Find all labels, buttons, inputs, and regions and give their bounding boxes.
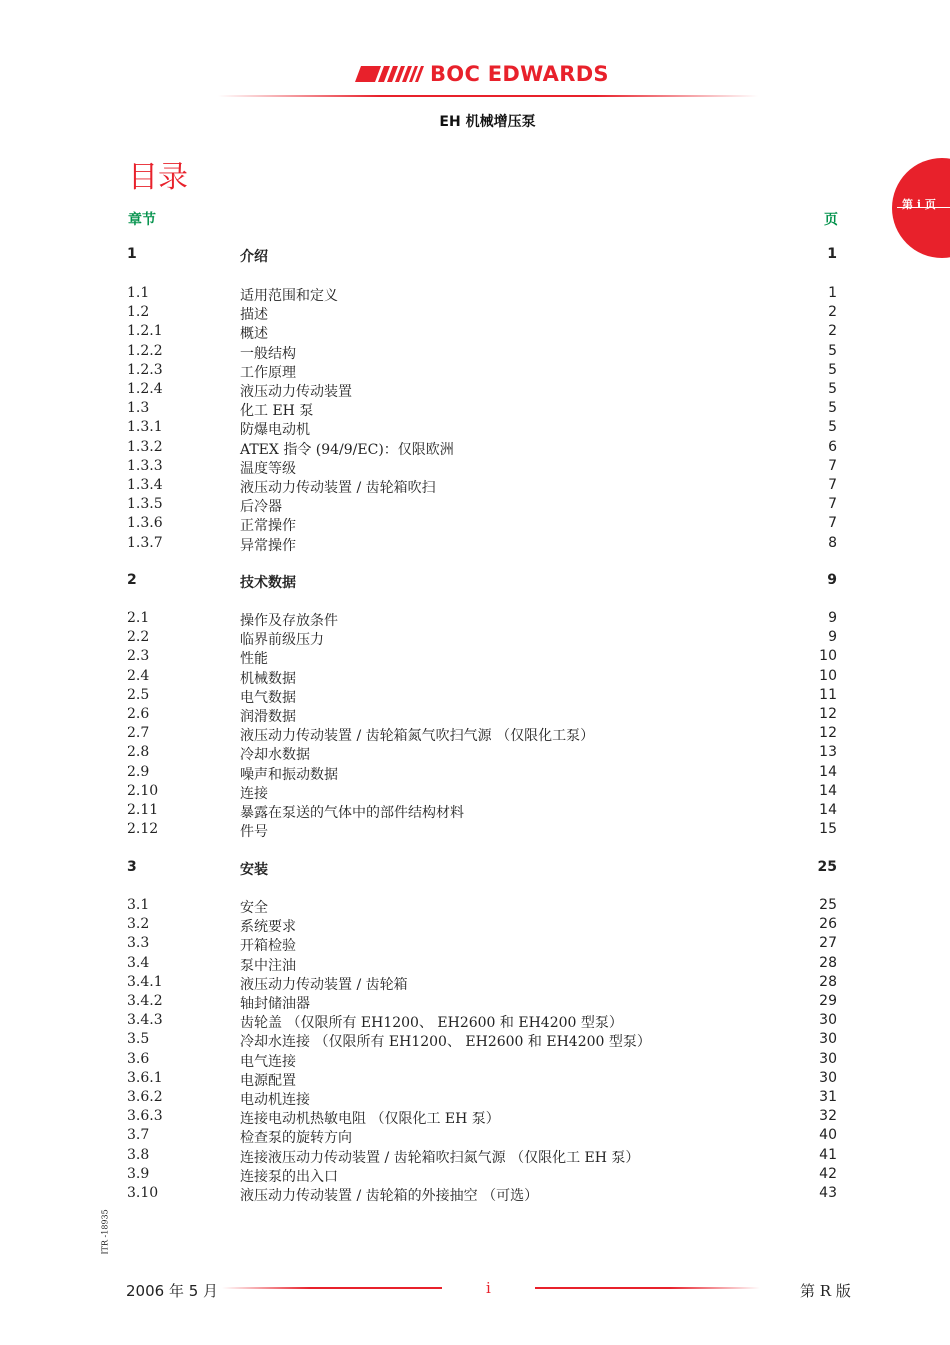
toc-heading: 目录 xyxy=(128,160,188,195)
toc-entry-title: 电气连接 xyxy=(240,1053,296,1070)
toc-entry-num: 3.4 xyxy=(127,954,150,971)
toc-row[interactable] xyxy=(0,381,950,400)
toc-entry-title: 系统要求 xyxy=(240,919,296,936)
toc-entry-page: 30 xyxy=(819,1050,837,1067)
toc-entry-page: 32 xyxy=(819,1108,837,1125)
logo-text: BOC EDWARDS xyxy=(430,62,609,86)
toc-entry-num: 1.3.6 xyxy=(127,515,163,532)
toc-entry-page: 40 xyxy=(819,1127,837,1144)
toc-entry-num: 2.10 xyxy=(127,782,159,799)
toc-entry-title: 泵中注油 xyxy=(240,957,296,974)
toc-entry-title: 后冷器 xyxy=(240,499,282,516)
toc-entry-title: 介绍 xyxy=(240,249,268,265)
toc-entry-num: 1.2.2 xyxy=(127,342,163,359)
toc-row[interactable] xyxy=(0,285,950,304)
toc-row[interactable] xyxy=(0,535,950,554)
toc-entry-num: 2.11 xyxy=(127,802,159,818)
toc-row[interactable] xyxy=(0,1108,950,1127)
toc-entry-num: 2.5 xyxy=(127,686,150,703)
toc-entry-num: 2.2 xyxy=(127,629,150,646)
page-column-header: 页 xyxy=(824,212,838,228)
toc-entry-num: 3 xyxy=(127,859,137,875)
toc-row[interactable] xyxy=(0,974,950,993)
toc-entry-page: 1 xyxy=(827,246,837,262)
toc-entry-title: 暴露在泵送的气体中的部件结构材料 xyxy=(240,805,464,821)
toc-entry-title: 噪声和振动数据 xyxy=(240,766,338,783)
toc-entry-title: 检查泵的旋转方向 xyxy=(240,1130,352,1147)
toc-row[interactable] xyxy=(0,477,950,496)
toc-entry-title: 液压动力传动装置 / 齿轮箱的外接抽空 （可选） xyxy=(240,1188,539,1204)
toc-entry-title: 润滑数据 xyxy=(240,709,296,725)
toc-entry-title: 概述 xyxy=(240,326,268,343)
toc-entry-title: 操作及存放条件 xyxy=(240,613,338,629)
toc-entry-title: 工作原理 xyxy=(240,364,296,381)
toc-entry-title: 化工 EH 泵 xyxy=(240,403,314,420)
toc-row[interactable] xyxy=(0,955,950,974)
toc-entry-num: 1.3.7 xyxy=(127,534,163,551)
toc-row[interactable] xyxy=(0,304,950,323)
toc-row[interactable] xyxy=(0,515,950,534)
toc-entry-page: 7 xyxy=(828,515,837,532)
toc-entry-title: 温度等级 xyxy=(240,460,296,477)
toc-entry-page: 7 xyxy=(828,457,837,474)
toc-entry-page: 10 xyxy=(819,667,837,684)
toc-entry-page: 25 xyxy=(817,859,837,875)
footer-rule-left xyxy=(222,1287,442,1289)
toc-row[interactable] xyxy=(0,496,950,515)
toc-entry-page: 29 xyxy=(819,993,837,1009)
toc-entry-page: 5 xyxy=(828,381,837,397)
toc-row[interactable] xyxy=(0,993,950,1012)
toc-entry-num: 3.6.1 xyxy=(127,1069,163,1086)
toc-row[interactable] xyxy=(0,343,950,362)
toc-row[interactable] xyxy=(0,1089,950,1108)
toc-row[interactable] xyxy=(0,1147,950,1166)
toc-entry-num: 2.7 xyxy=(127,725,150,742)
toc-row[interactable] xyxy=(0,1127,950,1146)
toc-entry-page: 31 xyxy=(819,1089,837,1105)
toc-row[interactable] xyxy=(0,1070,950,1089)
toc-entry-num: 3.8 xyxy=(127,1146,150,1163)
toc-row[interactable] xyxy=(0,648,950,667)
toc-entry-num: 3.6.2 xyxy=(127,1089,163,1105)
toc-entry-page: 15 xyxy=(819,821,837,838)
toc-row[interactable] xyxy=(0,687,950,706)
toc-entry-num: 2.6 xyxy=(127,706,150,722)
toc-entry-page: 5 xyxy=(828,400,837,417)
toc-entry-title: 齿轮盖 （仅限所有 EH1200、 EH2600 和 EH4200 型泵） xyxy=(240,1015,623,1032)
toc-entry-title: 机械数据 xyxy=(240,670,296,687)
toc-entry-page: 9 xyxy=(828,610,837,626)
toc-entry-num: 3.7 xyxy=(127,1127,150,1144)
toc-entry-page: 12 xyxy=(819,706,837,722)
toc-entry-num: 3.4.2 xyxy=(127,993,163,1009)
toc-entry-title: 液压动力传动装置 xyxy=(240,384,352,400)
toc-entry-num: 2.8 xyxy=(127,744,150,761)
toc-entry-page: 12 xyxy=(819,725,837,742)
toc-chapter-row[interactable] xyxy=(0,246,950,265)
toc-entry-num: 1.3.5 xyxy=(127,496,163,513)
toc-entry-num: 1.3.2 xyxy=(127,438,163,455)
toc-entry-page: 28 xyxy=(819,954,837,971)
toc-entry-page: 14 xyxy=(819,802,837,818)
toc-row[interactable] xyxy=(0,764,950,783)
toc-entry-page: 7 xyxy=(828,496,837,513)
toc-entry-num: 3.3 xyxy=(127,935,150,952)
toc-entry-page: 30 xyxy=(819,1012,837,1029)
toc-entry-title: 一般结构 xyxy=(240,345,296,362)
toc-entry-page: 27 xyxy=(819,935,837,952)
toc-entry-num: 1.2 xyxy=(127,304,150,321)
toc-entry-num: 1.3.4 xyxy=(127,477,163,493)
toc-entry-page: 9 xyxy=(828,629,837,646)
toc-row[interactable] xyxy=(0,439,950,458)
toc-entry-num: 3.5 xyxy=(127,1031,150,1048)
toc-entry-num: 2 xyxy=(127,572,137,588)
toc-row[interactable] xyxy=(0,362,950,381)
toc-row[interactable] xyxy=(0,458,950,477)
toc-entry-num: 2.3 xyxy=(127,648,150,665)
toc-entry-num: 1.2.3 xyxy=(127,361,163,378)
toc-entry-page: 30 xyxy=(819,1031,837,1048)
toc-row[interactable] xyxy=(0,610,950,629)
toc-row[interactable] xyxy=(0,400,950,419)
toc-entry-title: 防爆电动机 xyxy=(240,422,310,439)
toc-entry-num: 2.1 xyxy=(127,610,150,626)
footer-edition: 第 R 版 xyxy=(800,1282,851,1300)
toc-row[interactable] xyxy=(0,629,950,648)
toc-row[interactable] xyxy=(0,1031,950,1050)
footer-page-number: i xyxy=(486,1279,491,1297)
document-code: ITR -18935 xyxy=(100,1209,110,1255)
toc-row[interactable] xyxy=(0,897,950,916)
toc-row[interactable] xyxy=(0,783,950,802)
toc-row[interactable] xyxy=(0,1185,950,1204)
toc-entry-page: 2 xyxy=(828,323,837,340)
toc-entry-num: 1.3.3 xyxy=(127,457,163,474)
toc-entry-num: 1.3 xyxy=(127,400,150,417)
toc-row[interactable] xyxy=(0,916,950,935)
toc-entry-title: 临界前级压力 xyxy=(240,632,324,649)
toc-entry-num: 3.4.1 xyxy=(127,973,163,990)
toc-entry-page: 14 xyxy=(819,782,837,799)
toc-entry-title: 安装 xyxy=(240,862,268,878)
logo-stripes-icon xyxy=(355,66,427,82)
toc-entry-page: 26 xyxy=(819,916,837,933)
document-title: EH 机械增压泵 xyxy=(439,114,536,130)
toc-entry-title: 连接电动机热敏电阻 （仅限化工 EH 泵） xyxy=(240,1111,500,1128)
toc-row[interactable] xyxy=(0,419,950,438)
toc-entry-title: 描述 xyxy=(240,307,268,324)
toc-entry-num: 1.1 xyxy=(127,285,150,301)
toc-chapter-row[interactable] xyxy=(0,572,950,591)
toc-entry-title: 性能 xyxy=(240,651,268,668)
toc-entry-title: 适用范围和定义 xyxy=(240,288,338,304)
toc-entry-title: 异常操作 xyxy=(240,537,296,554)
section-column-header: 章节 xyxy=(128,212,156,228)
toc-entry-page: 42 xyxy=(819,1165,837,1182)
header-rule xyxy=(218,95,758,97)
toc-entry-title: 连接泵的出入口 xyxy=(240,1168,338,1185)
toc-entry-title: 电源配置 xyxy=(240,1072,296,1089)
toc-entry-title: 连接液压动力传动装置 / 齿轮箱吹扫氮气源 （仅限化工 EH 泵） xyxy=(240,1149,640,1166)
toc-entry-num: 2.12 xyxy=(127,821,159,838)
toc-entry-title: 安全 xyxy=(240,900,268,916)
toc-entry-title: 液压动力传动装置 / 齿轮箱氮气吹扫气源 （仅限化工泵） xyxy=(240,728,595,745)
toc-entry-page: 14 xyxy=(819,763,837,780)
toc-entry-num: 3.4.3 xyxy=(127,1012,163,1029)
toc-row[interactable] xyxy=(0,744,950,763)
toc-entry-page: 2 xyxy=(828,304,837,321)
toc-entry-num: 3.6.3 xyxy=(127,1108,163,1125)
toc-entry-title: 电动机连接 xyxy=(240,1092,310,1108)
toc-entry-title: 冷却水数据 xyxy=(240,747,310,764)
toc-entry-title: 正常操作 xyxy=(240,518,296,535)
toc-entry-num: 3.10 xyxy=(127,1185,159,1201)
toc-entry-page: 1 xyxy=(828,285,837,301)
toc-entry-title: 件号 xyxy=(240,824,268,841)
toc-entry-page: 43 xyxy=(819,1185,837,1201)
toc-entry-num: 1.3.1 xyxy=(127,419,163,436)
toc-entry-title: 轴封储油器 xyxy=(240,996,310,1012)
toc-entry-page: 5 xyxy=(828,342,837,359)
toc-entry-page: 8 xyxy=(828,534,837,551)
toc-entry-title: 连接 xyxy=(240,785,268,802)
toc-row[interactable] xyxy=(0,1166,950,1185)
toc-entry-num: 3.6 xyxy=(127,1050,150,1067)
toc-entry-page: 10 xyxy=(819,648,837,665)
toc-entry-page: 6 xyxy=(828,438,837,455)
toc-entry-num: 1 xyxy=(127,246,137,262)
toc-entry-title: 开箱检验 xyxy=(240,938,296,955)
toc-row[interactable] xyxy=(0,668,950,687)
toc-row[interactable] xyxy=(0,1012,950,1031)
toc-entry-page: 5 xyxy=(828,361,837,378)
footer-date: 2006 年 5 月 xyxy=(126,1282,219,1300)
toc-row[interactable] xyxy=(0,725,950,744)
toc-entry-title: ATEX 指令 (94/9/EC)：仅限欧洲 xyxy=(240,441,454,458)
toc-entry-page: 11 xyxy=(819,686,837,703)
toc-row[interactable] xyxy=(0,1051,950,1070)
toc-row[interactable] xyxy=(0,706,950,725)
toc-row[interactable] xyxy=(0,935,950,954)
toc-entry-page: 30 xyxy=(819,1069,837,1086)
toc-entry-title: 冷却水连接 （仅限所有 EH1200、 EH2600 和 EH4200 型泵） xyxy=(240,1034,651,1051)
toc-entry-num: 1.2.1 xyxy=(127,323,163,340)
footer-rule-right xyxy=(535,1287,760,1289)
toc-entry-num: 3.1 xyxy=(127,897,150,913)
toc-entry-num: 2.9 xyxy=(127,763,150,780)
toc-entry-num: 1.2.4 xyxy=(127,381,163,397)
toc-entry-page: 41 xyxy=(819,1146,837,1163)
toc-entry-page: 25 xyxy=(819,897,837,913)
toc-entry-page: 7 xyxy=(828,477,837,493)
toc-entry-page: 28 xyxy=(819,973,837,990)
toc-entry-page: 5 xyxy=(828,419,837,436)
toc-entry-page: 9 xyxy=(827,572,837,588)
toc-row[interactable] xyxy=(0,323,950,342)
toc-entry-title: 液压动力传动装置 / 齿轮箱 xyxy=(240,976,408,993)
toc-entry-title: 电气数据 xyxy=(240,689,296,706)
page-tab-label: 第 i 页 xyxy=(902,198,936,211)
toc-row[interactable] xyxy=(0,802,950,821)
toc-entry-page: 13 xyxy=(819,744,837,761)
toc-entry-title: 液压动力传动装置 / 齿轮箱吹扫 xyxy=(240,480,436,496)
toc-entry-num: 3.2 xyxy=(127,916,150,933)
toc-entry-num: 2.4 xyxy=(127,667,150,684)
toc-entry-num: 3.9 xyxy=(127,1165,150,1182)
toc-entry-title: 技术数据 xyxy=(240,575,296,591)
toc-chapter-row[interactable] xyxy=(0,859,950,878)
toc-row[interactable] xyxy=(0,821,950,840)
